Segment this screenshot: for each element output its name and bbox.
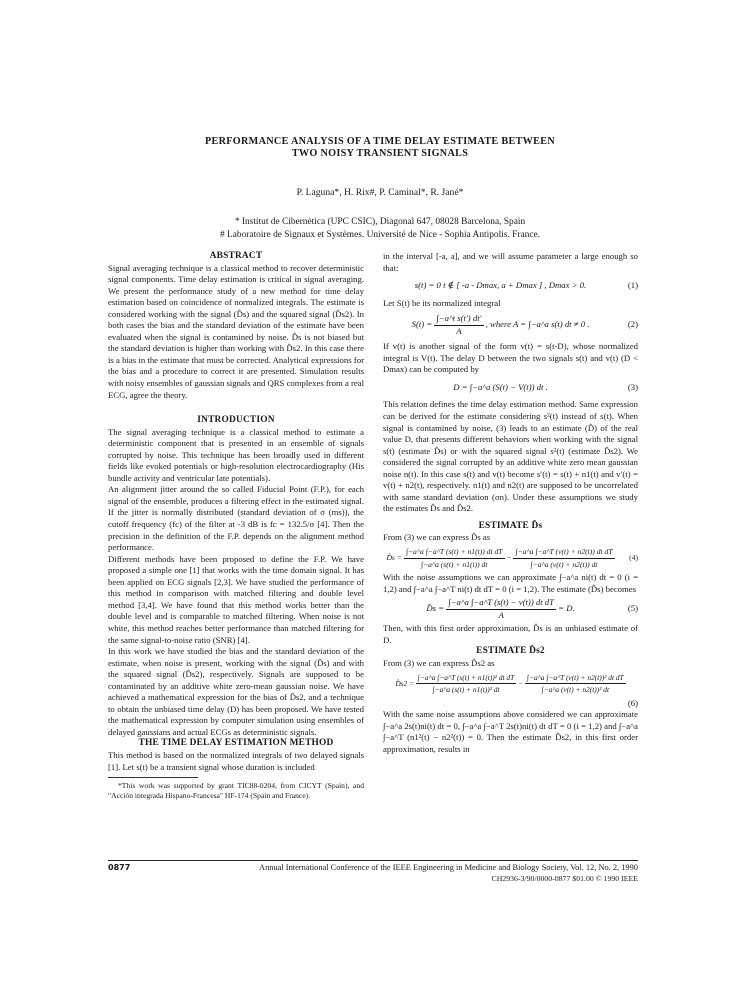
right-paragraph-6: With the noise assumptions we can approximate ∫−a^a ni(t) dt = 0 (i = 1,2) and ∫−a^a ∫−a^T ni(t) dt dT = 0 (i = 1,2). The estimate (D̂s) becomes bbox=[383, 572, 638, 594]
affiliations bbox=[150, 216, 610, 241]
authors: P. Laguna*, H. Rix#, P. Caminal*, R. Jané* bbox=[296, 187, 464, 198]
intro-paragraph-2: An alignment jitter around the so called Fiducial Point (F.P.), for each signal of the ensemble, produces a filtering effect in the estimated signal. If the jitter is normally distributed (standard deviation of σ (ms)), the cutoff frequency (fc) of the filter at -3 dB is fc = 132.5/σ [4]. Then the precision in the definition of the F.P. depends on the alignment method performance. bbox=[108, 484, 364, 553]
estimate-s-heading: ESTIMATE D̂s bbox=[478, 520, 543, 531]
equation-6-a-denominator: ∫−a^a (s(t) + n1(t))² dt bbox=[432, 685, 500, 695]
equation-2-rhs: , where A = ∫−a^a s(t) dt ≠ 0 . bbox=[485, 319, 590, 330]
page-number: 0877 bbox=[108, 863, 131, 872]
affiliation-2: # Laboratoire de Signaux et Systèmes. Université de Nice - Sophia Antipolis. France. bbox=[220, 229, 540, 240]
equation-3-expr: D = ∫−a^a (S(t) − V(t)) dt . bbox=[453, 381, 548, 392]
equation-2-number: (2) bbox=[627, 319, 638, 330]
title-line-2: TWO NOISY TRANSIENT SIGNALS bbox=[291, 148, 469, 159]
equation-2-numerator: ∫−a^t s(t′) dt′ bbox=[434, 313, 483, 326]
equation-2-fraction bbox=[434, 313, 483, 337]
right-paragraph-4: This relation defines the time delay estimation method. Same expression can be derived for the estimate considering s²(t) instead of s(t). When signal is contamined by noise, (3) leads to an estimate (D̂) of the real value D, that presents different behaviors when working with the signal s(t) (estimate D̂s) or with the squared signal s²(t) (estimate D̂s2). We considered the signal corrupted by an additive white zero mean gaussian noise n(t). In this case s(t) and v(t) become s′(t) = s(t) + n1(t) and v′(t) = v(t) + n2(t), respectively. n1(t) and n2(t) are supposed to be uncorrelated with same standard deviation (σn). Under these assumptions we study the estimates D̂s and D̂s2. bbox=[383, 399, 638, 514]
equation-6 bbox=[383, 672, 638, 696]
right-column bbox=[383, 251, 638, 755]
right-paragraph-8: From (3) we can express D̂s2 as bbox=[383, 657, 495, 668]
equation-6-b-numerator: ∫−a^a ∫−a^T (v(t) + n2(t))² dt dT bbox=[525, 672, 626, 685]
right-paragraph-9: With the same noise assumptions above considered we can approximate ∫−a^a 2s(t)ni(t) dt = 0, ∫−a^a ∫−a^T 2s(t)ni(t) dt dT = 0 (i = 1,2) and ∫−a^a ∫−a^T (n1²(t) − n2²(t)) = 0. Then the estimate D̂s2, in this first order approximation, results in bbox=[383, 709, 638, 754]
footer-rule bbox=[108, 860, 638, 861]
introduction-heading: INTRODUCTION bbox=[197, 415, 275, 426]
abstract-heading: ABSTRACT bbox=[209, 251, 263, 261]
equation-3-number: (3) bbox=[627, 381, 638, 392]
equation-4-b-denominator: ∫−a^a (v(t) + n2(t)) dt bbox=[530, 559, 598, 569]
equation-6-a-numerator: ∫−a^a ∫−a^T (s(t) + n1(t))² dt dT bbox=[416, 672, 516, 685]
title-line-1: PERFORMANCE ANALYSIS OF A TIME DELAY ESTIMATE BETWEEN bbox=[205, 136, 555, 147]
intro-paragraph-4: In this work we have studied the bias and the standard deviation of the estimate, when noise is present, working with the signal (D̂s) and with the squared signal (D̂s2), respectively. Signals are supposed to be contaminated by an additive white zero-mean gaussian noise. We have achieved a mathematical expression for the bias of D̂s2, and a technique to obtain the unbiased time delay (D) has been proposed. We have tested the mathematical expression by computer simulation using ensembles of delayed gaussians and actual ECGs as deterministic signals. bbox=[108, 646, 364, 737]
intro-paragraph-1: The signal averaging technique is a classical method to estimate a deterministic component that is presented in an ensemble of signals corrupted by noise. This technique has been broadly used in different fields like evoked potentials or high-resolution electrocardiography (His bundle activity and ventricular late potentials). bbox=[108, 426, 364, 483]
equation-4-a-numerator: ∫−a^a ∫−a^T (s(t) + n1(t)) dt dT bbox=[404, 546, 505, 559]
equation-4-minus: − bbox=[506, 552, 512, 562]
equation-5 bbox=[383, 597, 638, 621]
paper-title bbox=[150, 136, 610, 160]
right-paragraph-3: If v(t) is another signal of the form v(t) = s(t-D), whose normalized integral is V(t). The delay D between the two signals s(t) and v(t) (D < Dmax) can be computed by bbox=[383, 341, 638, 375]
right-paragraph-5: From (3) we can express D̂s as bbox=[383, 532, 491, 543]
equation-4-b-numerator: ∫−a^a ∫−a^T (v(t) + n2(t)) dt dT bbox=[513, 546, 614, 559]
equation-4-lhs: D̂s = bbox=[386, 552, 402, 562]
equation-2-lhs: S(t) = bbox=[411, 319, 433, 330]
equation-6-minus: − bbox=[518, 678, 524, 688]
equation-5-denominator: A bbox=[498, 609, 504, 620]
equation-6-lhs: D̂s2 = bbox=[395, 678, 415, 688]
equation-5-rhs: = D. bbox=[558, 603, 575, 614]
copyright-code: CH2936-3/90/0000-0877 $01.00 © 1990 IEEE bbox=[491, 874, 638, 883]
left-column bbox=[108, 251, 364, 801]
method-heading: THE TIME DELAY ESTIMATION METHOD bbox=[138, 738, 334, 749]
intro-paragraph-3: Different methods have been proposed to define the F.P. We have proposed a simple one [1] that works with the time domain signal. It has been applied on ECG signals [2,3]. We have studied the performance of this method in comparison with matched filtering and double level method [3,4]. We have found that this method works better than the double level and is comparable to matched filtering. When noise is not white, this method reaches better performance than matched filtering for the same signal-to-noise ratio (SNR) [4]. bbox=[108, 553, 364, 645]
equation-5-numerator: ∫−a^a ∫−a^T (s(t) − v(t)) dt dT bbox=[446, 597, 556, 610]
equation-3 bbox=[383, 382, 638, 394]
equation-6-number: (6) bbox=[627, 697, 638, 708]
equation-1-number: (1) bbox=[627, 280, 638, 291]
conference-line: Annual International Conference of the IEEE Engineering in Medicine and Biology Society, Vol. 12, No. 2, 1990 bbox=[259, 863, 638, 872]
footnote: *This work was supported by grant TIC88-0204, from CICYT (Spain), and "Acción integrada Hispano-Francesa" HF-174 (Spain and France). bbox=[108, 781, 364, 801]
equation-1-expr: s(t) = 0 t ∉ [ -a - Dmax, a + Dmax ] , Dmax > 0. bbox=[414, 280, 587, 291]
estimate-s2-heading: ESTIMATE D̂s2 bbox=[476, 646, 545, 657]
equation-5-lhs: D̂s = bbox=[426, 603, 445, 614]
abstract-text: Signal averaging technique is a classical method to recover deterministic signal components. Time delay estimation is critical in signal averaging. We present the performance study of a new method for time delay estimation based on coincidence of normalized integrals. The estimate is considered working with the signal (D̂s) and the squared signal (D̂s2). In both cases the bias and the standard deviation of the estimate have been evaluated when the signal is contamined by noise. D̂s is not biased but the standard deviation is higher than working with D̂s2. In this case there is a bias in the estimate that must be corrected. Analytical expressions for the bias and a procedure to correct it are presented. Simulation results with noisy ensembles of gaussian signals and QRS complexes from a real ECG, agree the theory. bbox=[108, 262, 364, 400]
equation-4-a-denominator: ∫−a^a (s(t) + n1(t)) dt bbox=[420, 559, 488, 569]
right-paragraph-2: Let S(t) be its normalized integral bbox=[383, 297, 501, 308]
footnote-rule bbox=[108, 777, 198, 778]
affiliation-1: * Institut de Cibernètica (UPC CSIC), Diagonal 647, 08028 Barcelona, Spain bbox=[234, 217, 526, 227]
right-paragraph-1: in the interval [-a, a], and we will assume parameter a large enough so that: bbox=[383, 251, 638, 273]
equation-4 bbox=[383, 546, 638, 570]
equation-2 bbox=[383, 313, 638, 337]
right-paragraph-7: Then, with this first order approximation, D̂s is an unbiased estimate of D. bbox=[383, 623, 638, 645]
equation-6-b-denominator: ∫−a^a (v(t) + n2(t))² dt bbox=[541, 685, 610, 695]
method-paragraph-1: This method is based on the normalized integrals of two delayed signals [1]. Let s(t) be a transient signal whose duration is included bbox=[108, 749, 364, 772]
equation-2-denominator: A bbox=[456, 325, 462, 336]
equation-4-number: (4) bbox=[629, 553, 638, 563]
equation-1 bbox=[383, 280, 638, 292]
equation-5-number: (5) bbox=[627, 603, 638, 614]
